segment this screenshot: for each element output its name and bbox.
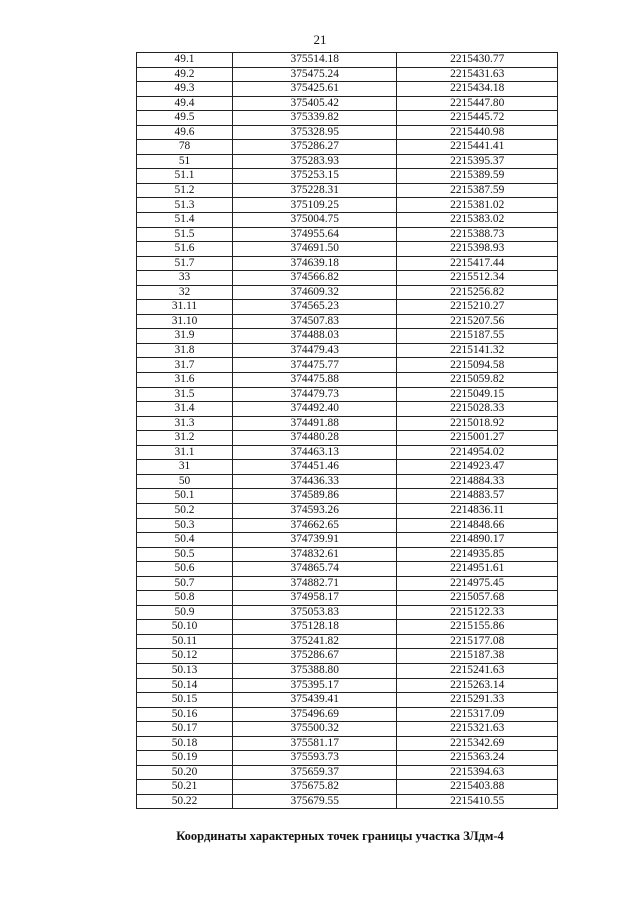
y-coordinate-cell: 2215122.33 xyxy=(397,605,558,620)
point-number-cell: 49.2 xyxy=(137,67,233,82)
table-row xyxy=(137,154,558,169)
y-coordinate-cell: 2214836.11 xyxy=(397,503,558,518)
x-coordinate-cell: 375286.27 xyxy=(233,140,397,155)
table-row xyxy=(137,576,558,591)
point-number-cell: 49.4 xyxy=(137,96,233,111)
y-coordinate-cell: 2215256.82 xyxy=(397,285,558,300)
table-row xyxy=(137,489,558,504)
coordinates-table-body xyxy=(137,53,558,809)
point-number-cell: 50.4 xyxy=(137,533,233,548)
point-number-cell: 50.16 xyxy=(137,707,233,722)
x-coordinate-cell: 375128.18 xyxy=(233,620,397,635)
table-row xyxy=(137,96,558,111)
x-coordinate-cell: 375053.83 xyxy=(233,605,397,620)
y-coordinate-cell: 2215018.92 xyxy=(397,416,558,431)
x-coordinate-cell: 374639.18 xyxy=(233,256,397,271)
y-coordinate-cell: 2215430.77 xyxy=(397,53,558,68)
x-coordinate-cell: 374475.77 xyxy=(233,358,397,373)
y-coordinate-cell: 2215381.02 xyxy=(397,198,558,213)
y-coordinate-cell: 2214954.02 xyxy=(397,445,558,460)
y-coordinate-cell: 2215291.33 xyxy=(397,693,558,708)
x-coordinate-cell: 375439.41 xyxy=(233,693,397,708)
point-number-cell: 50 xyxy=(137,474,233,489)
point-number-cell: 31.7 xyxy=(137,358,233,373)
y-coordinate-cell: 2215445.72 xyxy=(397,111,558,126)
table-row xyxy=(137,373,558,388)
point-number-cell: 51.5 xyxy=(137,227,233,242)
point-number-cell: 50.13 xyxy=(137,663,233,678)
x-coordinate-cell: 375659.37 xyxy=(233,765,397,780)
x-coordinate-cell: 375253.15 xyxy=(233,169,397,184)
x-coordinate-cell: 375228.31 xyxy=(233,183,397,198)
x-coordinate-cell: 374865.74 xyxy=(233,562,397,577)
y-coordinate-cell: 2215394.63 xyxy=(397,765,558,780)
table-row xyxy=(137,562,558,577)
point-number-cell: 31.9 xyxy=(137,329,233,344)
table-row xyxy=(137,518,558,533)
table-row xyxy=(137,591,558,606)
point-number-cell: 50.3 xyxy=(137,518,233,533)
x-coordinate-cell: 374491.88 xyxy=(233,416,397,431)
point-number-cell: 50.18 xyxy=(137,736,233,751)
table-row xyxy=(137,416,558,431)
y-coordinate-cell: 2214923.47 xyxy=(397,460,558,475)
x-coordinate-cell: 375679.55 xyxy=(233,794,397,809)
y-coordinate-cell: 2215440.98 xyxy=(397,125,558,140)
y-coordinate-cell: 2215187.38 xyxy=(397,649,558,664)
table-row xyxy=(137,82,558,97)
point-number-cell: 50.15 xyxy=(137,693,233,708)
point-number-cell: 78 xyxy=(137,140,233,155)
point-number-cell: 50.1 xyxy=(137,489,233,504)
table-row xyxy=(137,140,558,155)
table-row xyxy=(137,445,558,460)
x-coordinate-cell: 374609.32 xyxy=(233,285,397,300)
table-row xyxy=(137,780,558,795)
x-coordinate-cell: 374492.40 xyxy=(233,402,397,417)
x-coordinate-cell: 374958.17 xyxy=(233,591,397,606)
table-row xyxy=(137,67,558,82)
point-number-cell: 50.8 xyxy=(137,591,233,606)
x-coordinate-cell: 374507.83 xyxy=(233,314,397,329)
y-coordinate-cell: 2215434.18 xyxy=(397,82,558,97)
y-coordinate-cell: 2215403.88 xyxy=(397,780,558,795)
coordinates-table xyxy=(136,52,558,809)
point-number-cell: 50.17 xyxy=(137,722,233,737)
y-coordinate-cell: 2214848.66 xyxy=(397,518,558,533)
y-coordinate-cell: 2215363.24 xyxy=(397,751,558,766)
table-row xyxy=(137,693,558,708)
point-number-cell: 49.1 xyxy=(137,53,233,68)
y-coordinate-cell: 2215210.27 xyxy=(397,300,558,315)
y-coordinate-cell: 2214975.45 xyxy=(397,576,558,591)
table-row xyxy=(137,227,558,242)
y-coordinate-cell: 2215389.59 xyxy=(397,169,558,184)
table-row xyxy=(137,663,558,678)
point-number-cell: 50.10 xyxy=(137,620,233,635)
y-coordinate-cell: 2215395.37 xyxy=(397,154,558,169)
table-row xyxy=(137,183,558,198)
table-row xyxy=(137,431,558,446)
table-row xyxy=(137,125,558,140)
y-coordinate-cell: 2215321.63 xyxy=(397,722,558,737)
y-coordinate-cell: 2215155.86 xyxy=(397,620,558,635)
y-coordinate-cell: 2215187.55 xyxy=(397,329,558,344)
x-coordinate-cell: 374589.86 xyxy=(233,489,397,504)
point-number-cell: 49.3 xyxy=(137,82,233,97)
point-number-cell: 51.7 xyxy=(137,256,233,271)
y-coordinate-cell: 2215028.33 xyxy=(397,402,558,417)
y-coordinate-cell: 2215410.55 xyxy=(397,794,558,809)
x-coordinate-cell: 375475.24 xyxy=(233,67,397,82)
table-row xyxy=(137,213,558,228)
point-number-cell: 51.3 xyxy=(137,198,233,213)
x-coordinate-cell: 375004.75 xyxy=(233,213,397,228)
x-coordinate-cell: 375339.82 xyxy=(233,111,397,126)
x-coordinate-cell: 375514.18 xyxy=(233,53,397,68)
point-number-cell: 50.19 xyxy=(137,751,233,766)
point-number-cell: 31.3 xyxy=(137,416,233,431)
x-coordinate-cell: 375500.32 xyxy=(233,722,397,737)
table-row xyxy=(137,620,558,635)
y-coordinate-cell: 2215512.34 xyxy=(397,271,558,286)
y-coordinate-cell: 2214890.17 xyxy=(397,533,558,548)
point-number-cell: 50.14 xyxy=(137,678,233,693)
table-row xyxy=(137,765,558,780)
page-number: 21 xyxy=(313,32,327,47)
x-coordinate-cell: 374479.73 xyxy=(233,387,397,402)
table-row xyxy=(137,387,558,402)
x-coordinate-cell: 375286.67 xyxy=(233,649,397,664)
y-coordinate-cell: 2215398.93 xyxy=(397,242,558,257)
y-coordinate-cell: 2215317.09 xyxy=(397,707,558,722)
x-coordinate-cell: 375496.69 xyxy=(233,707,397,722)
point-number-cell: 50.11 xyxy=(137,634,233,649)
x-coordinate-cell: 374691.50 xyxy=(233,242,397,257)
table-row xyxy=(137,343,558,358)
y-coordinate-cell: 2215001.27 xyxy=(397,431,558,446)
x-coordinate-cell: 374475.88 xyxy=(233,373,397,388)
point-number-cell: 31 xyxy=(137,460,233,475)
y-coordinate-cell: 2215057.68 xyxy=(397,591,558,606)
table-row xyxy=(137,169,558,184)
point-number-cell: 50.22 xyxy=(137,794,233,809)
table-row xyxy=(137,736,558,751)
x-coordinate-cell: 375675.82 xyxy=(233,780,397,795)
table-row xyxy=(137,474,558,489)
table-row xyxy=(137,503,558,518)
point-number-cell: 51 xyxy=(137,154,233,169)
table-row xyxy=(137,460,558,475)
x-coordinate-cell: 374463.13 xyxy=(233,445,397,460)
y-coordinate-cell: 2214951.61 xyxy=(397,562,558,577)
point-number-cell: 31.5 xyxy=(137,387,233,402)
y-coordinate-cell: 2215049.15 xyxy=(397,387,558,402)
y-coordinate-cell: 2215383.02 xyxy=(397,213,558,228)
point-number-cell: 50.5 xyxy=(137,547,233,562)
y-coordinate-cell: 2215388.73 xyxy=(397,227,558,242)
point-number-cell: 32 xyxy=(137,285,233,300)
point-number-cell: 50.20 xyxy=(137,765,233,780)
x-coordinate-cell: 374739.91 xyxy=(233,533,397,548)
point-number-cell: 50.7 xyxy=(137,576,233,591)
y-coordinate-cell: 2215177.08 xyxy=(397,634,558,649)
point-number-cell: 49.5 xyxy=(137,111,233,126)
x-coordinate-cell: 375395.17 xyxy=(233,678,397,693)
point-number-cell: 31.1 xyxy=(137,445,233,460)
table-row xyxy=(137,111,558,126)
x-coordinate-cell: 374436.33 xyxy=(233,474,397,489)
point-number-cell: 50.6 xyxy=(137,562,233,577)
table-row xyxy=(137,300,558,315)
point-number-cell: 50.9 xyxy=(137,605,233,620)
x-coordinate-cell: 374662.65 xyxy=(233,518,397,533)
y-coordinate-cell: 2215059.82 xyxy=(397,373,558,388)
x-coordinate-cell: 374565.23 xyxy=(233,300,397,315)
point-number-cell: 51.6 xyxy=(137,242,233,257)
point-number-cell: 50.12 xyxy=(137,649,233,664)
table-row xyxy=(137,256,558,271)
table-row xyxy=(137,53,558,68)
y-coordinate-cell: 2214935.85 xyxy=(397,547,558,562)
x-coordinate-cell: 375388.80 xyxy=(233,663,397,678)
table-row xyxy=(137,329,558,344)
table-row xyxy=(137,533,558,548)
x-coordinate-cell: 375581.17 xyxy=(233,736,397,751)
x-coordinate-cell: 374882.71 xyxy=(233,576,397,591)
y-coordinate-cell: 2215207.56 xyxy=(397,314,558,329)
point-number-cell: 51.1 xyxy=(137,169,233,184)
point-number-cell: 31.4 xyxy=(137,402,233,417)
x-coordinate-cell: 374451.46 xyxy=(233,460,397,475)
point-number-cell: 51.4 xyxy=(137,213,233,228)
x-coordinate-cell: 374479.43 xyxy=(233,343,397,358)
table-row xyxy=(137,242,558,257)
y-coordinate-cell: 2214883.57 xyxy=(397,489,558,504)
x-coordinate-cell: 374955.64 xyxy=(233,227,397,242)
y-coordinate-cell: 2215387.59 xyxy=(397,183,558,198)
y-coordinate-cell: 2215447.80 xyxy=(397,96,558,111)
table-row xyxy=(137,649,558,664)
table-row xyxy=(137,402,558,417)
y-coordinate-cell: 2215141.32 xyxy=(397,343,558,358)
point-number-cell: 33 xyxy=(137,271,233,286)
table-row xyxy=(137,794,558,809)
y-coordinate-cell: 2215094.58 xyxy=(397,358,558,373)
point-number-cell: 31.2 xyxy=(137,431,233,446)
x-coordinate-cell: 374832.61 xyxy=(233,547,397,562)
table-row xyxy=(137,198,558,213)
x-coordinate-cell: 375109.25 xyxy=(233,198,397,213)
x-coordinate-cell: 375283.93 xyxy=(233,154,397,169)
x-coordinate-cell: 375241.82 xyxy=(233,634,397,649)
x-coordinate-cell: 374593.26 xyxy=(233,503,397,518)
table-row xyxy=(137,358,558,373)
table-row xyxy=(137,678,558,693)
x-coordinate-cell: 375328.95 xyxy=(233,125,397,140)
table-row xyxy=(137,634,558,649)
x-coordinate-cell: 374480.28 xyxy=(233,431,397,446)
y-coordinate-cell: 2215417.44 xyxy=(397,256,558,271)
point-number-cell: 31.8 xyxy=(137,343,233,358)
table-row xyxy=(137,271,558,286)
x-coordinate-cell: 375425.61 xyxy=(233,82,397,97)
point-number-cell: 31.11 xyxy=(137,300,233,315)
table-row xyxy=(137,707,558,722)
point-number-cell: 31.10 xyxy=(137,314,233,329)
table-row xyxy=(137,751,558,766)
section-caption: Координаты характерных точек границы участка ЗЛдм-4 xyxy=(176,829,504,843)
table-row xyxy=(137,547,558,562)
y-coordinate-cell: 2214884.33 xyxy=(397,474,558,489)
table-row xyxy=(137,605,558,620)
x-coordinate-cell: 375405.42 xyxy=(233,96,397,111)
point-number-cell: 50.2 xyxy=(137,503,233,518)
table-row xyxy=(137,314,558,329)
y-coordinate-cell: 2215342.69 xyxy=(397,736,558,751)
y-coordinate-cell: 2215263.14 xyxy=(397,678,558,693)
table-row xyxy=(137,722,558,737)
point-number-cell: 31.6 xyxy=(137,373,233,388)
y-coordinate-cell: 2215441.41 xyxy=(397,140,558,155)
x-coordinate-cell: 375593.73 xyxy=(233,751,397,766)
point-number-cell: 49.6 xyxy=(137,125,233,140)
x-coordinate-cell: 374566.82 xyxy=(233,271,397,286)
point-number-cell: 50.21 xyxy=(137,780,233,795)
y-coordinate-cell: 2215241.63 xyxy=(397,663,558,678)
y-coordinate-cell: 2215431.63 xyxy=(397,67,558,82)
table-row xyxy=(137,285,558,300)
point-number-cell: 51.2 xyxy=(137,183,233,198)
x-coordinate-cell: 374488.03 xyxy=(233,329,397,344)
